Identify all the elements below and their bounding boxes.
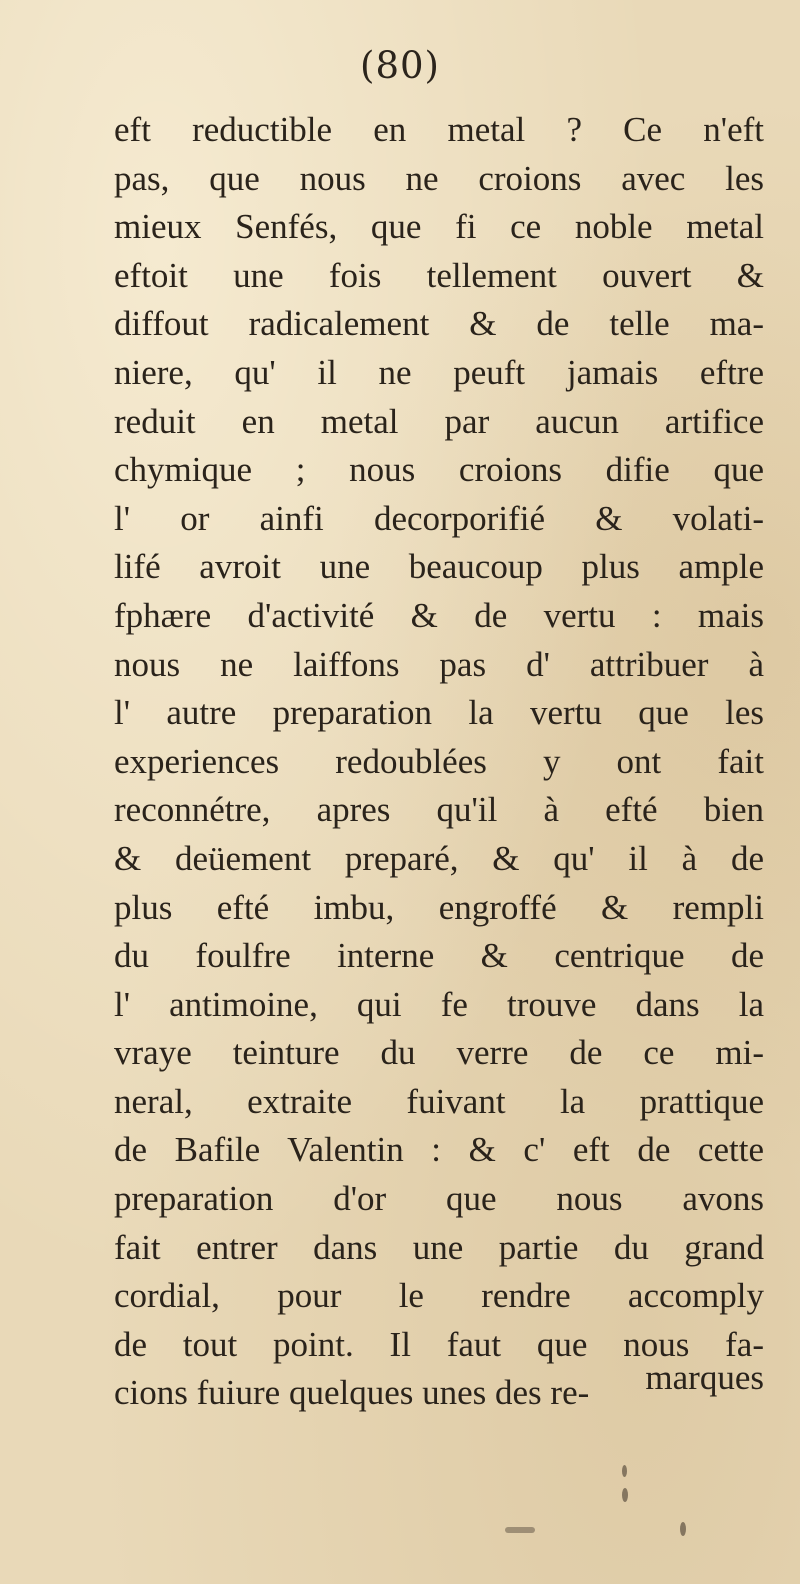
- ink-smudge: [505, 1527, 535, 1533]
- text-line: nous ne laiffons pas d' attribuer à: [114, 644, 764, 684]
- text-line: l' autre preparation la vertu que les: [114, 693, 764, 733]
- ink-smudge: [622, 1488, 628, 1502]
- text-line: chymique ; nous croions difie que: [114, 450, 764, 490]
- body-text: [114, 106, 764, 1418]
- text-line: pas, que nous ne croions avec les: [114, 158, 764, 198]
- text-line: l' or ainfi decorporifié & volati-: [114, 498, 764, 538]
- text-line: plus efté imbu, engroffé & rempli: [114, 887, 764, 927]
- text-line: & deüement preparé, & qu' il à de: [114, 838, 764, 878]
- text-line: eft reductible en metal ? Ce n'eft: [114, 110, 764, 149]
- text-line: vraye teinture du verre de ce mi-: [114, 1033, 764, 1073]
- text-line: du foulfre interne & centrique de: [114, 936, 764, 976]
- text-line: cordial, pour le rendre accomply: [114, 1276, 764, 1316]
- page-number: (80): [360, 44, 440, 87]
- text-line: fphære d'activité & de vertu : mais: [114, 595, 764, 635]
- text-line: lifé avroit une beaucoup plus ample: [114, 547, 764, 587]
- text-line: diffout radicalement & de telle ma-: [114, 304, 764, 344]
- ink-smudge: [622, 1465, 627, 1477]
- text-line: cions fuiure quelques unes des re-: [114, 1373, 590, 1413]
- text-line: neral, extraite fuivant la prattique: [114, 1081, 764, 1121]
- text-line: fait entrer dans une partie du grand: [114, 1227, 764, 1267]
- text-line: experiences redoublées y ont fait: [114, 741, 764, 781]
- text-line: reconnétre, apres qu'il à efté bien: [114, 790, 764, 830]
- text-line: de Bafile Valentin : & c' eft de cette: [114, 1130, 764, 1170]
- ink-smudge: [680, 1522, 686, 1536]
- text-line: reduit en metal par aucun artifice: [114, 401, 764, 441]
- text-line: de tout point. Il faut que nous fa-: [114, 1324, 764, 1364]
- catchword: marques: [645, 1358, 764, 1397]
- text-line: mieux Senfés, que fi ce noble metal: [114, 207, 764, 247]
- text-line: eftoit une fois tellement ouvert &: [114, 255, 764, 295]
- text-line: l' antimoine, qui fe trouve dans la: [114, 984, 764, 1024]
- text-line: preparation d'or que nous avons: [114, 1179, 764, 1219]
- text-line: niere, qu' il ne peuft jamais eftre: [114, 352, 764, 392]
